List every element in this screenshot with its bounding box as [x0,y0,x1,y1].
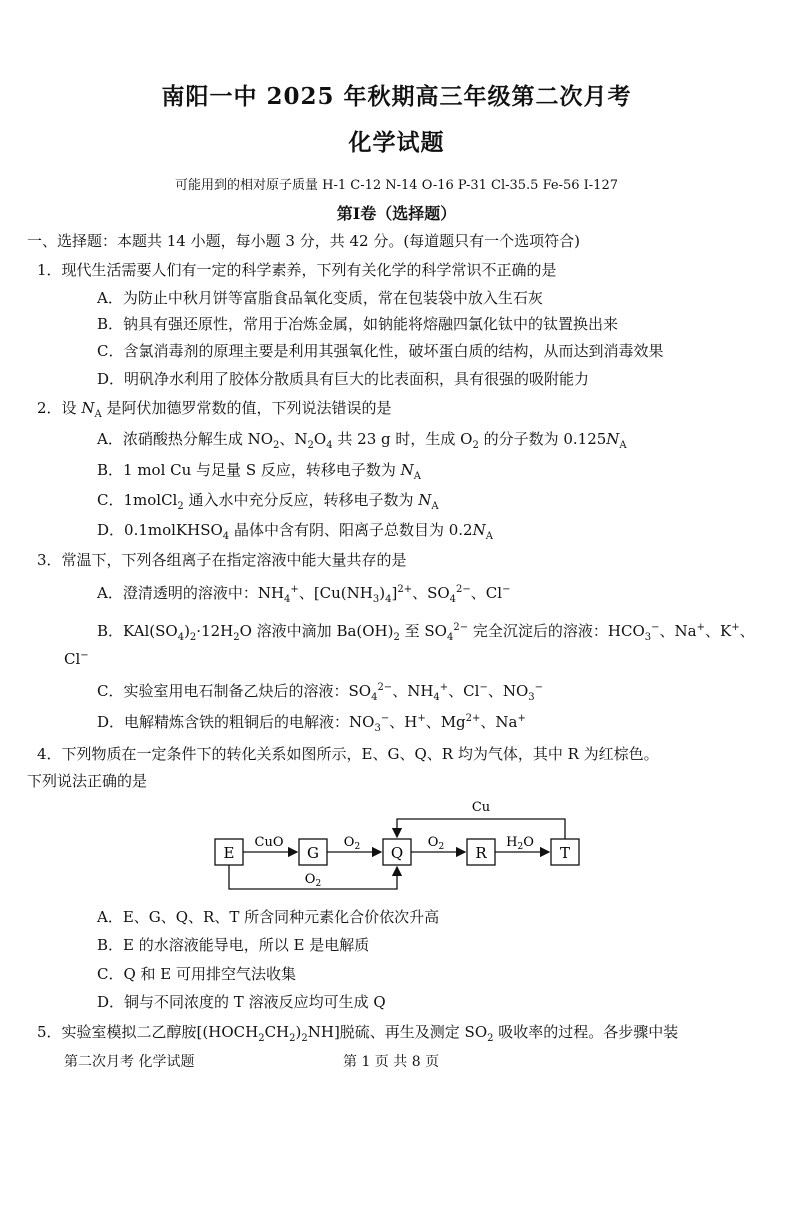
option: D．电解精炼含铁的粗铜后的电解液：$NO_3^-$、H+、$Mg^{2+}$、Na+ [97,713,526,734]
question-stem: 5．实验室模拟二乙醇胺$[(HOCH_2CH_2)_2NH]$脱硫、再生及测定 $SO_2$ 吸收率的过程。各步骤中装 [37,1023,679,1044]
option: C．含氯消毒剂的原理主要是利用其强氧化性，破坏蛋白质的结构，从而达到消毒效果 [97,342,664,360]
arrow-T-Q-cu [397,819,565,839]
label-o2-a: $O_2$ [343,835,361,852]
node-G-label: G [307,844,319,862]
option: B．钠具有强还原性，常用于冶炼金属，如钠能将熔融四氯化钛中的钛置换出来 [97,315,619,333]
option: D．0.1molKHSO$_4$ 晶体中含有阴、阳离子总数目为 $0.2N_A$ [97,521,493,542]
option: A．为防止中秋月饼等富脂食品氧化变质，常在包装袋中放入生石灰 [97,289,543,307]
question-stem: 4．下列物质在一定条件下的转化关系如图所示，E、G、Q、R 均为气体，其中 R 为红棕色。 [37,745,659,763]
node-R-label: R [475,844,487,862]
option: D．明矾净水利用了胶体分散质具有巨大的比表面积，具有很强的吸附能力 [97,370,590,388]
option: B．1 mol Cu 与足量 S 反应，转移电子数为 $N_A$ [97,461,422,482]
label-o2-bottom: $O_2$ [304,872,322,889]
exam-subject: 化学试题 [348,129,445,156]
conversion-diagram [205,793,605,903]
label-h2o: $H_2O$ [506,835,534,852]
option: A．澄清透明的溶液中：$NH_4^+$、$[Cu(NH_3)_4]^{2+}$、$SO_4^{2-}$、Cl− [97,584,511,605]
option: B．$KAl(SO_4)_2\cdot 12H_2O$ 溶液中滴加 $Ba(OH)_2$ 至 $SO_4^{2-}$ 完全沉淀后的溶液：$HCO_3^-$、Na+、K+、 [97,622,755,643]
option-continuation: Cl− [64,650,89,668]
node-T-label: T [559,844,571,862]
exam-title: 南阳一中 2025 年秋期高三年级第二次月考 [161,83,632,110]
question-stem: 3．常温下，下列各组离子在指定溶液中能大量共存的是 [37,551,407,569]
option: C．1molCl$_2$ 通入水中充分反应，转移电子数为 $N_A$ [97,491,439,512]
footer-exam-name: 第二次月考 化学试题 [64,1054,195,1070]
node-Q-label: Q [390,844,404,862]
volume-label: 第Ⅰ卷（选择题） [336,204,457,223]
option: C．Q 和 E 可用排空气法收集 [97,965,297,983]
node-E-label: E [223,844,235,862]
option: D．铜与不同浓度的 T 溶液反应均可生成 Q [97,993,386,1011]
option: A．E、G、Q、R、T 所含同种元素化合价依次升高 [97,908,440,926]
section-heading: 一、选择题：本题共 14 小题，每小题 3 分，共 42 分。(每道题只有一个选项符合) [27,232,581,250]
question-stem: 1．现代生活需要人们有一定的科学素养，下列有关化学的科学常识不正确的是 [37,261,557,279]
option: C．实验室用电石制备乙炔后的溶液：$SO_4^{2-}$、$NH_4^+$、Cl−、$NO_3^-$ [97,682,544,703]
atomic-mass-line: 可能用到的相对原子质量 H-1 C-12 N-14 O-16 P-31 Cl-35.5 Fe-56 I-127 [174,178,618,193]
option: B．E 的水溶液能导电，所以 E 是电解质 [97,936,370,954]
question-stem: 2．设 $N_A$ 是阿伏加德罗常数的值，下列说法错误的是 [37,399,392,420]
question-stem-continuation: 下列说法正确的是 [27,772,148,790]
label-o2-b: $O_2$ [427,835,445,852]
footer-page-number: 第 1 页 共 8 页 [343,1054,440,1070]
label-cuo: CuO [254,835,284,850]
option: A．浓硝酸热分解生成 $NO_2$、$N_2O_4$ 共 23 g 时，生成 $O_2$ 的分子数为 $0.125N_A$ [97,430,627,451]
label-cu: Cu [471,800,491,815]
